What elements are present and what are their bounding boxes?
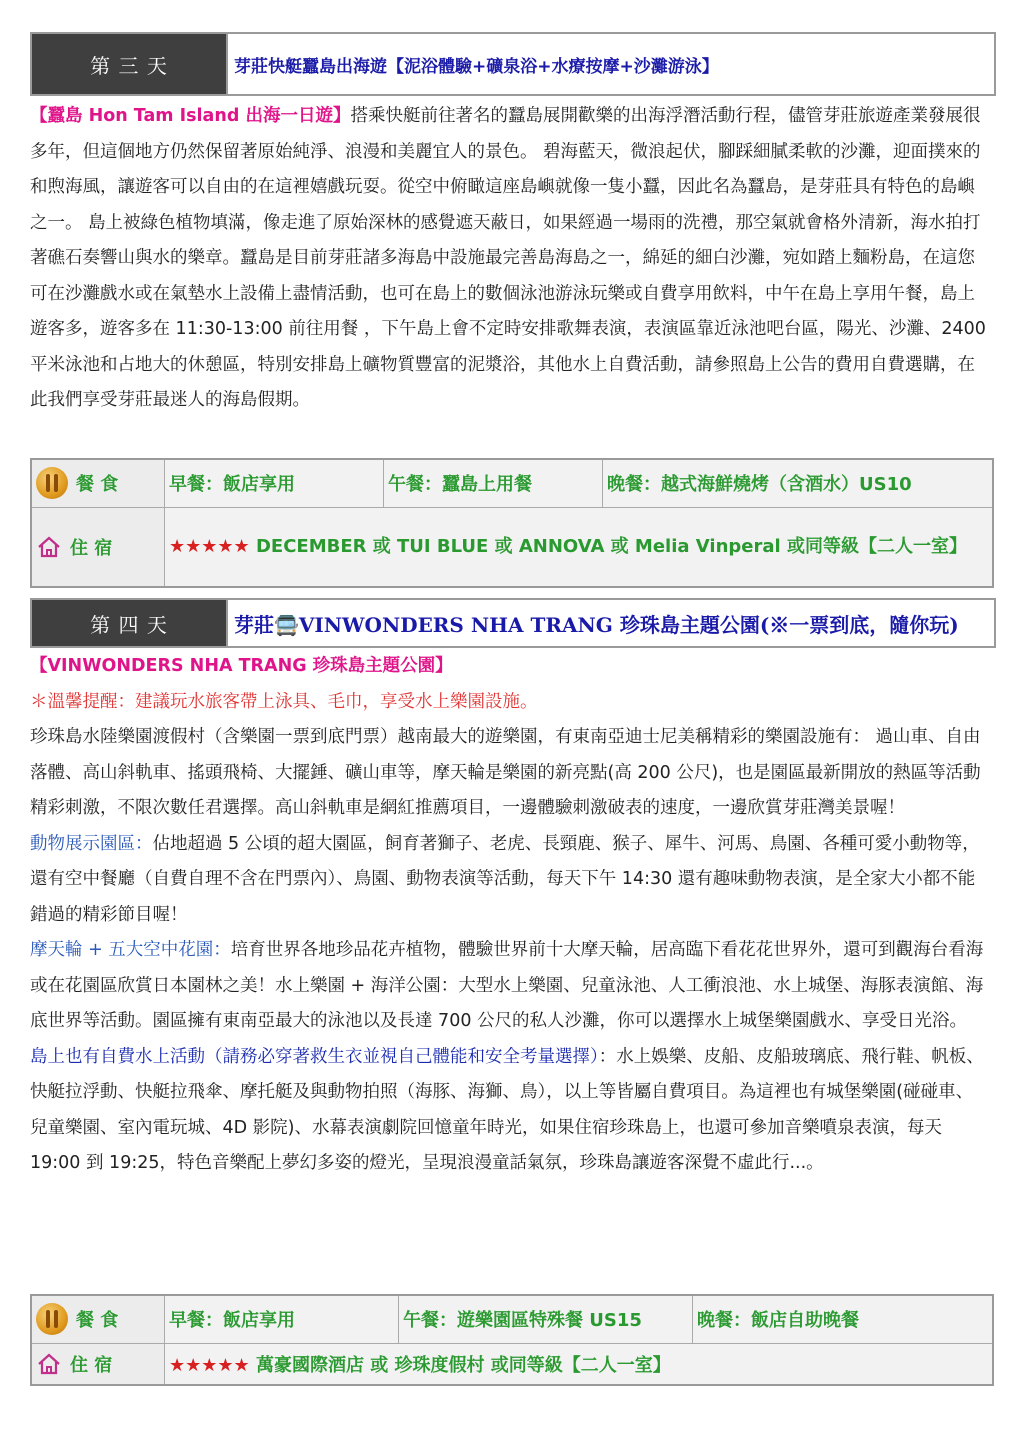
day3-label: 第 三 天: [32, 34, 226, 94]
day4-para3-label: 摩天輪 + 五大空中花園：: [30, 940, 231, 960]
day3-lodging: [165, 507, 994, 587]
day4-para4: [30, 1040, 990, 1182]
day4-para2-body: 佔地超過 5 公頃的超大園區，飼育著獅子、老虎、長頸鹿、猴子、犀牛、河馬、鳥園、各種可愛小動物等，還有空中餐廳（自費自理不含在門票內）、鳥園、動物表演等活動，每天下午 14:30 還有趣味動物表演，是全家大小都不能錯過的精彩節目喔！: [30, 833, 980, 925]
day3-lodging-label: 住 宿: [70, 537, 113, 559]
day4-dinner: 晚餐：飯店自助晚餐: [693, 1295, 994, 1343]
day3-dinner: 晚餐：越式海鮮燒烤（含酒水）US10: [603, 459, 994, 507]
day3-lunch: 午餐：蠶島上用餐: [384, 459, 603, 507]
day4-lodging-label-cell: [31, 1343, 165, 1385]
home-icon: [36, 1351, 62, 1377]
day4-info-table: [30, 1294, 994, 1386]
day4-content: [30, 649, 990, 1182]
day4-para3: [30, 933, 990, 1040]
day3-meals-label-cell: [31, 459, 165, 507]
fork-knife-icon: [36, 1303, 68, 1335]
day3-header: [30, 32, 996, 96]
day3-intro-body: 搭乘快艇前往著名的蠶島展開歡樂的出海浮潛活動行程，儘管芽莊旅遊產業發展很多年，但這個地方仍然保留著原始純淨、浪漫和美麗宜人的景色。 碧海藍天，微浪起伏，腳踩細膩柔軟的沙灘，迎面撲來的和煦海風，讓遊客可以自由的在這裡嬉戲玩耍。從空中俯瞰這座島嶼就像一隻小蠶，因此名為蠶島，是芽莊具有特色的島嶼之一。 島上被綠色植物填滿，像走進了原始深林的感覺遮天蔽日，如果經過一場雨的洗禮，那空氣就會格外清新，海水拍打著礁石奏響山與水的樂章。蠶島是目前芽莊諸多海島中設施最完善島海島之一，綿延的細白沙灘，宛如踏上麵粉島，在這您可在沙灘戲水或在氣墊水上設備上盡情活動，也可在島上的數個泳池游泳玩樂或自費享用飲料，中午在島上享用午餐，島上遊客多，遊客多在 11:30-13:00 前往用餐 ，下午島上會不定時安排歌舞表演，表演區靠近泳池吧台區，陽光、沙灘、2400 平米泳池和占地大的休憩區，特別安排島上礦物質豐富的泥漿浴，其他水上自費活動，請參照島上公告的費用自費選購，在此我們享受芽莊最迷人的海島假期。: [30, 106, 986, 410]
star-rating: ★★★★★: [169, 535, 250, 557]
day4-para4-label: 島上也有自費水上活動（請務必穿著救生衣並視自己體能和安全考量選擇）: [30, 1046, 599, 1067]
day3-lodging-label-cell: [31, 507, 165, 587]
day4-para2: [30, 827, 990, 934]
day3-lodging-text: DECEMBER 或 TUI BLUE 或 ANNOVA 或 Melia Vinperal 或同等級【二人一室】: [249, 535, 967, 557]
day3-meals-label: 餐 食: [76, 474, 119, 496]
day3-intro: [30, 99, 990, 419]
day4-meals-label: 餐 食: [76, 1310, 119, 1332]
day4-lodging-label: 住 宿: [70, 1354, 113, 1376]
fork-knife-icon: [36, 467, 68, 499]
star-rating: ★★★★★: [169, 1354, 250, 1376]
day4-header: [30, 598, 996, 648]
day4-para3-body: 培育世界各地珍品花卉植物，體驗世界前十大摩天輪，居高臨下看花花世界外，還可到觀海台看海或在花園區欣賞日本園林之美！水上樂園 + 海洋公園：大型水上樂園、兒童泳池、人工衝浪池、水上城堡、海豚表演館、海底世界等活動。園區擁有東南亞最大的泳池以及長達 700 公尺的私人沙灘，你可以選擇水上城堡樂園戲水、享受日光浴。: [30, 940, 984, 1031]
day4-para1: 珍珠島水陸樂園渡假村（含樂園一票到底門票）越南最大的遊樂園，有東南亞迪士尼美稱精彩的樂園設施有： 過山車、自由落體、高山斜軌車、搖頭飛椅、大擺錘、礦山車等，摩天輪是樂園的新亮點(高 200 公尺)，也是園區最新開放的熱區等活動精彩刺激，不限次數任君選擇。高山斜軌車是網紅推薦項目，一邊體驗刺激破表的速度，一邊欣賞芽莊灣美景喔！: [30, 727, 981, 818]
day4-lunch: 午餐：遊樂園區特殊餐 US15: [399, 1295, 693, 1343]
day3-info-table: [30, 458, 994, 588]
day4-lodging-text: 萬豪國際酒店 或 珍珠度假村 或同等級【二人一室】: [249, 1354, 671, 1376]
day4-meals-label-cell: [31, 1295, 165, 1343]
day4-para4-body: ：水上娛樂、皮船、皮船玻璃底、飛行鞋、帆板、快艇拉浮動、快艇拉飛傘、摩托艇及與動物拍照（海豚、海獅、鳥），以上等皆屬自費項目。為這裡也有城堡樂園(碰碰車、兒童樂園、室內電玩城、4D 影院)、水幕表演劇院回憶童年時光，如果住宿珍珠島上，也還可參加音樂噴泉表演，每天 19:00 到 19:25，特色音樂配上夢幻多姿的燈光，呈現浪漫童話氣氛，珍珠島讓遊客深覺不虛此行...。: [30, 1046, 984, 1173]
day4-heading: 【VINWONDERS NHA TRANG 珍珠島主題公園】: [30, 656, 453, 676]
day3-breakfast: 早餐：飯店享用: [165, 459, 384, 507]
day3-title: 芽莊快艇蠶島出海遊【泥浴體驗+礦泉浴+水療按摩+沙灘游泳】: [226, 34, 994, 94]
day4-reminder: ＊溫馨提醒：建議玩水旅客帶上泳具、毛巾，享受水上樂園設施。: [30, 691, 538, 712]
day4-breakfast: 早餐：飯店享用: [165, 1295, 399, 1343]
day4-title: 芽莊🚍VINWONDERS NHA TRANG 珍珠島主題公園(※一票到底，隨你玩): [226, 600, 994, 646]
home-icon: [36, 534, 62, 560]
day3-intro-heading: 【蠶島 Hon Tam Island 出海一日遊】: [30, 106, 351, 126]
day4-label: 第 四 天: [32, 600, 226, 646]
day4-para2-label: 動物展示園區：: [30, 833, 153, 854]
day4-lodging: [165, 1343, 994, 1385]
